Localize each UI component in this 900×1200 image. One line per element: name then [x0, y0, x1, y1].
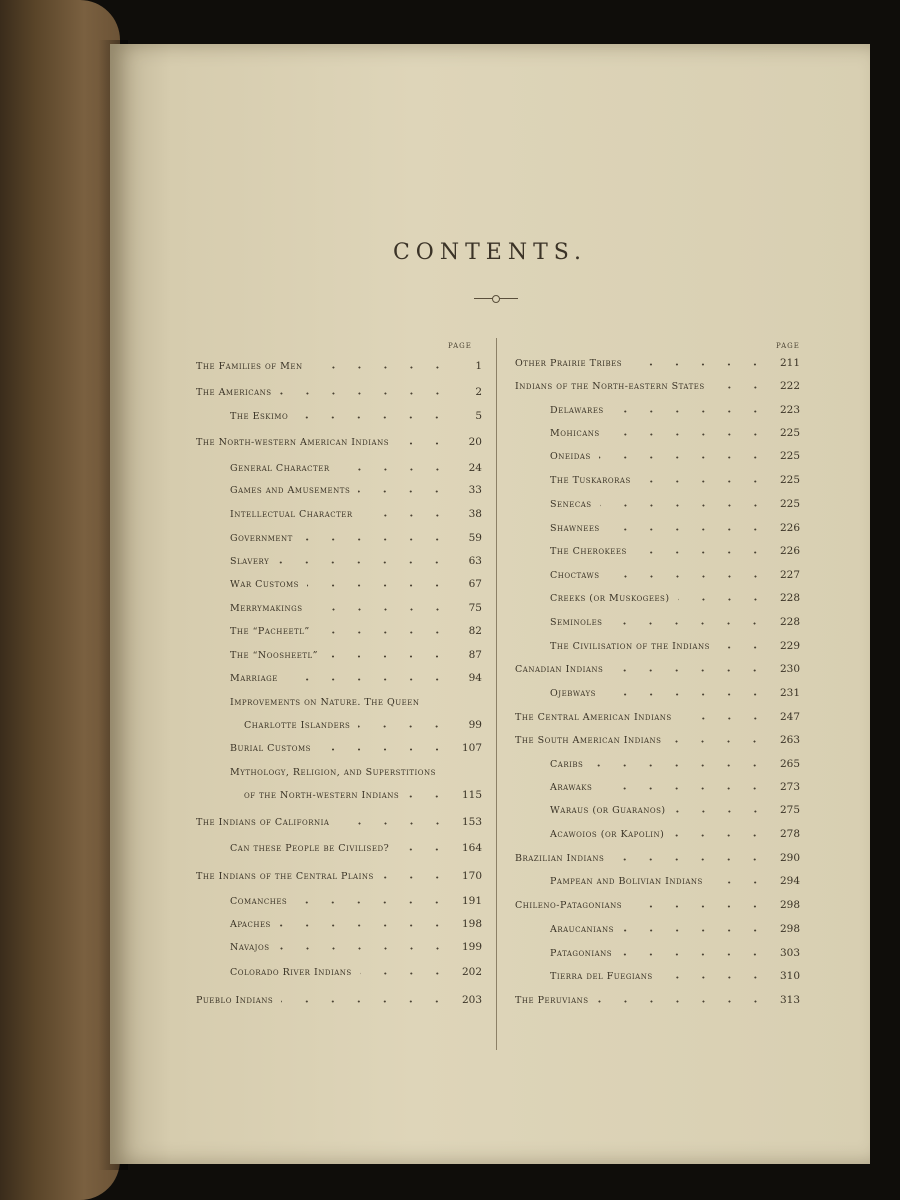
entry-page-number: 313: [779, 994, 800, 1006]
dot-leader: [630, 363, 768, 366]
entry-page-number: 225: [779, 474, 800, 486]
entry-title: The “Noosheetl”: [230, 650, 319, 661]
entry-title: The Cherokees: [550, 546, 627, 557]
entry-page-number: 107: [461, 742, 482, 754]
right-toc-entry: [550, 608, 800, 628]
entry-page-number: 115: [461, 789, 482, 801]
left-toc-entry: [230, 933, 482, 953]
entry-page-number: 229: [779, 640, 800, 652]
right-toc-entry: [515, 372, 800, 392]
entry-title: The North-western American Indians: [196, 437, 390, 448]
left-toc-entry: [230, 524, 482, 544]
entry-title: The Americans: [196, 387, 272, 398]
entry-title: Choctaws: [550, 570, 600, 581]
entry-title: War Customs: [230, 579, 299, 590]
title-ornament: [474, 298, 518, 303]
right-toc-entry: [550, 939, 800, 959]
dot-leader: [674, 810, 768, 813]
entry-title: General Character: [230, 463, 330, 474]
right-toc-entry: [550, 632, 800, 652]
left-toc-entry: [230, 834, 482, 854]
left-toc-entry: [230, 500, 482, 520]
dot-leader: [600, 504, 768, 507]
left-toc-entry: [230, 958, 482, 978]
dot-leader: [397, 442, 450, 445]
right-toc-entry: [515, 986, 800, 1006]
entry-page-number: 298: [779, 899, 800, 911]
dot-leader: [281, 1000, 450, 1003]
entry-title: Delawares: [550, 405, 604, 416]
left-toc-entry: [230, 454, 482, 474]
entry-title: Slavery: [230, 556, 270, 567]
left-toc-entry: [230, 688, 482, 708]
entry-page-number: 33: [468, 484, 482, 496]
dot-leader: [295, 901, 450, 904]
entry-page-number: 75: [468, 602, 482, 614]
dot-leader: [360, 972, 450, 975]
dot-leader: [608, 528, 768, 531]
left-toc-entry: [230, 734, 482, 754]
entry-page-number: 226: [779, 545, 800, 557]
entry-title: The Families of Men: [196, 361, 303, 372]
entry-title: Shawnees: [550, 523, 600, 534]
dot-leader: [296, 416, 450, 419]
left-toc-entry: [230, 570, 482, 590]
left-toc-entry: [196, 808, 482, 828]
left-toc-entry: [230, 910, 482, 930]
entry-title: Intellectual Character: [230, 509, 353, 520]
entry-title: Arawaks: [550, 782, 593, 793]
dot-leader: [612, 858, 768, 861]
entry-page-number: 225: [779, 427, 800, 439]
right-toc-entry: [550, 490, 800, 510]
left-toc-entry: [230, 641, 482, 661]
entry-title: Araucanians: [550, 924, 614, 935]
dot-leader: [318, 631, 450, 634]
right-toc-entry: [550, 537, 800, 557]
right-toc-entry: [550, 584, 800, 604]
dot-leader: [680, 717, 768, 720]
entry-page-number: 198: [461, 918, 482, 930]
entry-title: Creeks (or Muskogees): [550, 593, 670, 604]
left-toc-entry: [196, 986, 482, 1006]
entry-title: The Tuskaroras: [550, 475, 631, 486]
dot-leader: [630, 905, 768, 908]
entry-title: Burial Customs: [230, 743, 311, 754]
entry-title: Waraus (or Guaranos): [550, 805, 666, 816]
entry-page-number: 298: [779, 923, 800, 935]
dot-leader: [319, 748, 450, 751]
entry-title: Other Prairie Tribes: [515, 358, 623, 369]
dot-leader: [326, 655, 450, 658]
dot-leader: [599, 456, 768, 459]
entry-title: Indians of the North-eastern States: [515, 381, 705, 392]
right-toc-entry: [515, 891, 800, 911]
entry-page-number: 226: [779, 522, 800, 534]
dot-leader: [382, 876, 450, 879]
dot-leader: [278, 947, 451, 950]
entry-title: Merrymakings: [230, 603, 303, 614]
entry-page-number: 294: [779, 875, 800, 887]
right-toc-entry: [550, 419, 800, 439]
entry-title: Patagonians: [550, 948, 613, 959]
entry-page-number: 222: [779, 380, 800, 392]
left-toc-entry: [196, 428, 482, 448]
entry-page-number: 225: [779, 450, 800, 462]
entry-page-number: 63: [468, 555, 482, 567]
column-divider: [496, 338, 497, 1050]
dot-leader: [672, 834, 768, 837]
dot-leader: [307, 584, 450, 587]
right-toc-entry: [550, 796, 800, 816]
entry-title: Comanches: [230, 896, 288, 907]
left-toc-entry: [230, 887, 482, 907]
entry-page-number: 278: [779, 828, 800, 840]
entry-title: Government: [230, 533, 293, 544]
left-toc-entry: [196, 378, 482, 398]
entry-page-number: 20: [468, 436, 482, 448]
entry-page-number: 290: [779, 852, 800, 864]
entry-title: Games and Amusements: [230, 485, 351, 496]
entry-page-number: 303: [779, 947, 800, 959]
entry-title: Canadian Indians: [515, 664, 604, 675]
right-toc-entry: [515, 655, 800, 675]
entry-page-number: 203: [461, 994, 482, 1006]
entry-page-number: 230: [779, 663, 800, 675]
right-toc-entry: [550, 867, 800, 887]
entry-page-number: 1: [475, 360, 482, 372]
entry-page-number: 263: [779, 734, 800, 746]
dot-leader: [600, 787, 768, 790]
left-toc-entry: [230, 758, 482, 778]
right-toc-entry: [550, 773, 800, 793]
entry-title: The Eskimo: [230, 411, 289, 422]
dot-leader: [635, 551, 768, 554]
entry-page-number: 191: [461, 895, 482, 907]
entry-page-number: 153: [461, 816, 482, 828]
entry-title: Can these People be Civilised?: [230, 843, 390, 854]
dot-leader: [277, 561, 450, 564]
page-title: CONTENTS.: [392, 240, 588, 265]
entry-page-number: 99: [468, 719, 482, 731]
entry-page-number: 227: [779, 569, 800, 581]
entry-title: The Indians of the Central Plains: [196, 871, 374, 882]
entry-title: Chileno-Patagonians: [515, 900, 623, 911]
entry-page-number: 228: [779, 616, 800, 628]
dot-leader: [597, 1000, 768, 1003]
left-toc-entry: [230, 594, 482, 614]
entry-title: The Peruvians: [515, 995, 589, 1006]
left-toc-entry: [230, 664, 482, 684]
dot-leader: [711, 881, 768, 884]
entry-title: Caribs: [550, 759, 584, 770]
left-toc-entry: [196, 862, 482, 882]
entry-title: Pampean and Bolivian Indians: [550, 876, 703, 887]
entry-page-number: 5: [475, 410, 482, 422]
dot-leader: [608, 575, 768, 578]
entry-page-number: 82: [468, 625, 482, 637]
dot-leader: [286, 678, 450, 681]
right-toc-entry: [550, 561, 800, 581]
entry-title: Charlotte Islanders: [244, 720, 351, 731]
entry-page-number: 38: [468, 508, 482, 520]
entry-page-number: 202: [461, 966, 482, 978]
entry-title: The Central American Indians: [515, 712, 672, 723]
right-toc-entry: [515, 726, 800, 746]
right-toc-entry: [550, 514, 800, 534]
entry-page-number: 247: [779, 711, 800, 723]
dot-leader: [280, 392, 450, 395]
dot-leader: [669, 740, 768, 743]
entry-page-number: 87: [468, 649, 482, 661]
dot-leader: [338, 822, 451, 825]
dot-leader: [358, 725, 450, 728]
entry-page-number: 199: [461, 941, 482, 953]
dot-leader: [361, 514, 450, 517]
entry-page-number: 225: [779, 498, 800, 510]
entry-title: Oneidas: [550, 451, 591, 462]
right-toc-entry: [550, 442, 800, 462]
left-toc-entry: [244, 781, 482, 801]
entry-title: Colorado River Indians: [230, 967, 352, 978]
right-toc-entry: [515, 844, 800, 864]
left-toc-entry: [230, 617, 482, 637]
entry-title: Tierra del Fuegians: [550, 971, 653, 982]
entry-page-number: 223: [779, 404, 800, 416]
right-toc-entry: [515, 349, 800, 369]
dot-leader: [639, 480, 768, 483]
entry-title: The Indians of California: [196, 817, 330, 828]
right-toc-entry: [550, 820, 800, 840]
right-toc-entry: [550, 679, 800, 699]
entry-page-number: 94: [468, 672, 482, 684]
dot-leader: [718, 646, 768, 649]
entry-title: Mythology, Religion, and Superstitions: [230, 767, 436, 778]
entry-page-number: 231: [779, 687, 800, 699]
entry-title: The South American Indians: [515, 735, 662, 746]
dot-leader: [338, 468, 450, 471]
entry-title: Pueblo Indians: [196, 995, 274, 1006]
entry-page-number: 273: [779, 781, 800, 793]
dot-leader: [358, 490, 450, 493]
entry-title: Brazilian Indians: [515, 853, 605, 864]
dot-leader: [612, 410, 768, 413]
entry-page-number: 170: [461, 870, 482, 882]
right-toc-entry: [550, 915, 800, 935]
left-toc-entry: [230, 402, 482, 422]
dot-leader: [661, 976, 768, 979]
entry-title: Ojebways: [550, 688, 596, 699]
dot-leader: [311, 608, 450, 611]
dot-leader: [397, 848, 450, 851]
entry-title: The “Pacheetl”: [230, 626, 310, 637]
right-toc-entry: [515, 703, 800, 723]
entry-page-number: 24: [468, 462, 482, 474]
entry-title: Navajos: [230, 942, 270, 953]
entry-page-number: 211: [779, 357, 800, 369]
entry-page-number: 67: [468, 578, 482, 590]
dot-leader: [608, 433, 768, 436]
right-toc-entry: [550, 750, 800, 770]
right-column-page-header: PAGE: [776, 342, 800, 350]
left-toc-entry: [196, 352, 482, 372]
dot-leader: [279, 924, 450, 927]
entry-page-number: 275: [779, 804, 800, 816]
entry-page-number: 265: [779, 758, 800, 770]
entry-title: Apaches: [230, 919, 271, 930]
right-toc-entry: [550, 396, 800, 416]
entry-title: Acawoios (or Kapolin): [550, 829, 665, 840]
right-toc-entry: [550, 466, 800, 486]
entry-title: of the North-western Indians: [244, 790, 400, 801]
right-toc-entry: [550, 962, 800, 982]
entry-title: The Civilisation of the Indians: [550, 641, 710, 652]
dot-leader: [611, 669, 768, 672]
dot-leader: [407, 795, 450, 798]
dot-leader: [678, 598, 768, 601]
entry-title: Mohicans: [550, 428, 600, 439]
entry-title: Marriage: [230, 673, 278, 684]
dot-leader: [610, 622, 768, 625]
dot-leader: [604, 693, 768, 696]
dot-leader: [713, 386, 768, 389]
left-column-page-header: PAGE: [448, 342, 472, 350]
dot-leader: [620, 953, 768, 956]
entry-page-number: 2: [475, 386, 482, 398]
entry-page-number: 164: [461, 842, 482, 854]
entry-title: Senecas: [550, 499, 592, 510]
left-toc-entry: [230, 476, 482, 496]
left-toc-entry: [244, 711, 482, 731]
left-toc-entry: [230, 547, 482, 567]
entry-title: Improvements on Nature. The Queen: [230, 697, 420, 708]
entry-page-number: 59: [468, 532, 482, 544]
entry-title: Seminoles: [550, 617, 603, 628]
dot-leader: [591, 764, 768, 767]
dot-leader: [622, 929, 768, 932]
entry-page-number: 228: [779, 592, 800, 604]
contents-page: [110, 44, 870, 1164]
dot-leader: [301, 538, 450, 541]
dot-leader: [311, 366, 450, 369]
entry-page-number: 310: [779, 970, 800, 982]
